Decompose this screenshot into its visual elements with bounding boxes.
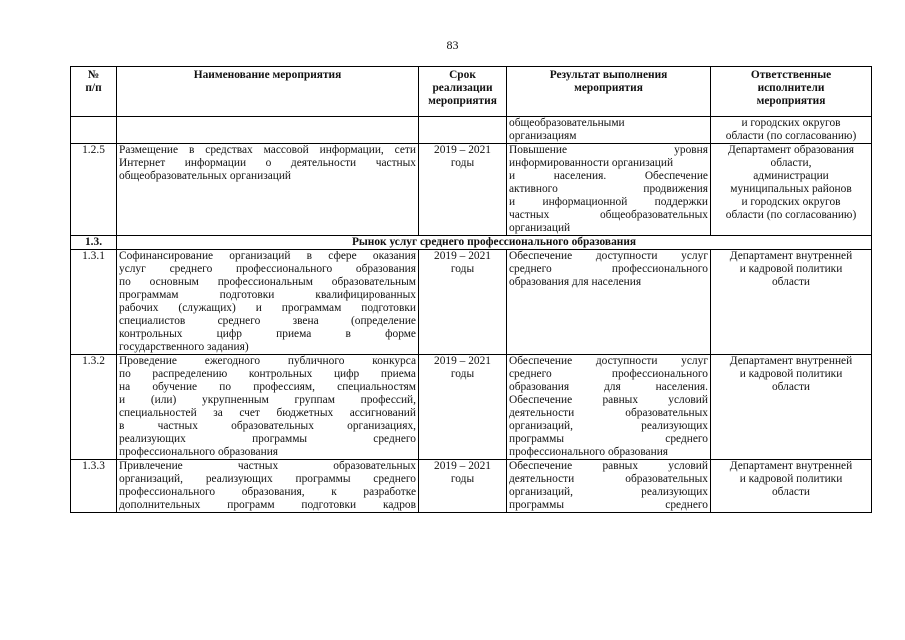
header-exec: Ответственные исполнители мероприятия — [711, 67, 872, 117]
section-number: 1.3. — [71, 236, 117, 250]
row-term: 2019 – 2021 годы — [419, 355, 507, 460]
row-number: 1.2.5 — [71, 144, 117, 236]
page-number: 83 — [446, 38, 459, 52]
row-result: Обеспечение равных условий деятельности образовательных организаций, реализующих программы среднего — [507, 460, 711, 513]
table-row — [71, 355, 872, 460]
row-number: 1.3.1 — [71, 250, 117, 355]
row-name: Размещение в средствах массовой информации, сети Интернет информации о деятельности частных общеобразовательных организаций — [117, 144, 419, 236]
row-name: Привлечение частных образовательных организаций, реализующих программы среднего профессионального образования, к разработке дополнительных программ подготовки кадров — [117, 460, 419, 513]
row-exec: Департамент образования области, администрации муниципальных районов и городских округов области (по согласованию) — [711, 144, 872, 236]
row-result: Обеспечение доступности услуг среднего профессионального образования для населения — [507, 250, 711, 355]
row-exec: Департамент внутренней и кадровой политики области — [711, 460, 872, 513]
row-exec: Департамент внутренней и кадровой политики области — [711, 250, 872, 355]
row-result: Обеспечение доступности услуг среднего профессионального образования для населения. Обеспечение равных условий деятельности образовательных организаций, реализующих программы среднего профессионального образования — [507, 355, 711, 460]
section-title: Рынок услуг среднего профессионального образования — [117, 236, 872, 250]
header-num: № п/п — [71, 67, 117, 117]
continuation-exec: и городских округов области (по согласованию) — [711, 117, 872, 144]
header-name: Наименование мероприятия — [117, 67, 419, 117]
section-row — [71, 236, 872, 250]
header-term: Срок реализации мероприятия — [419, 67, 507, 117]
table-row-continuation — [71, 117, 872, 144]
action-plan-table — [70, 66, 872, 513]
table-row — [71, 250, 872, 355]
table-header-row — [71, 67, 872, 117]
row-term: 2019 – 2021 годы — [419, 144, 507, 236]
row-name: Софинансирование организаций в сфере оказания услуг среднего профессионального образования по основным профессиональным образовательным программам подготовки квалифицированных рабочих (служащих) и программам подготовки специалистов среднего звена (определение контрольных цифр приема в форме государственного задания) — [117, 250, 419, 355]
continuation-result: общеобразовательными организациям — [507, 117, 711, 144]
row-name: Проведение ежегодного публичного конкурса по распределению контрольных цифр приема на обучение по профессиям, специальностям и (или) укрупненным группам профессий, специальностей за счет бюджетных ассигнований в частных образовательных организациях, реализующих программы среднего профессионального образования — [117, 355, 419, 460]
row-number: 1.3.3 — [71, 460, 117, 513]
row-result: Повышение уровня информированности организаций и населения. Обеспечение активного продвижения и информационной поддержки частных общеобразовательных организаций — [507, 144, 711, 236]
table-row — [71, 460, 872, 513]
row-term: 2019 – 2021 годы — [419, 250, 507, 355]
row-term: 2019 – 2021 годы — [419, 460, 507, 513]
table-row — [71, 144, 872, 236]
row-number: 1.3.2 — [71, 355, 117, 460]
row-exec: Департамент внутренней и кадровой политики области — [711, 355, 872, 460]
header-result: Результат выполнения мероприятия — [507, 67, 711, 117]
